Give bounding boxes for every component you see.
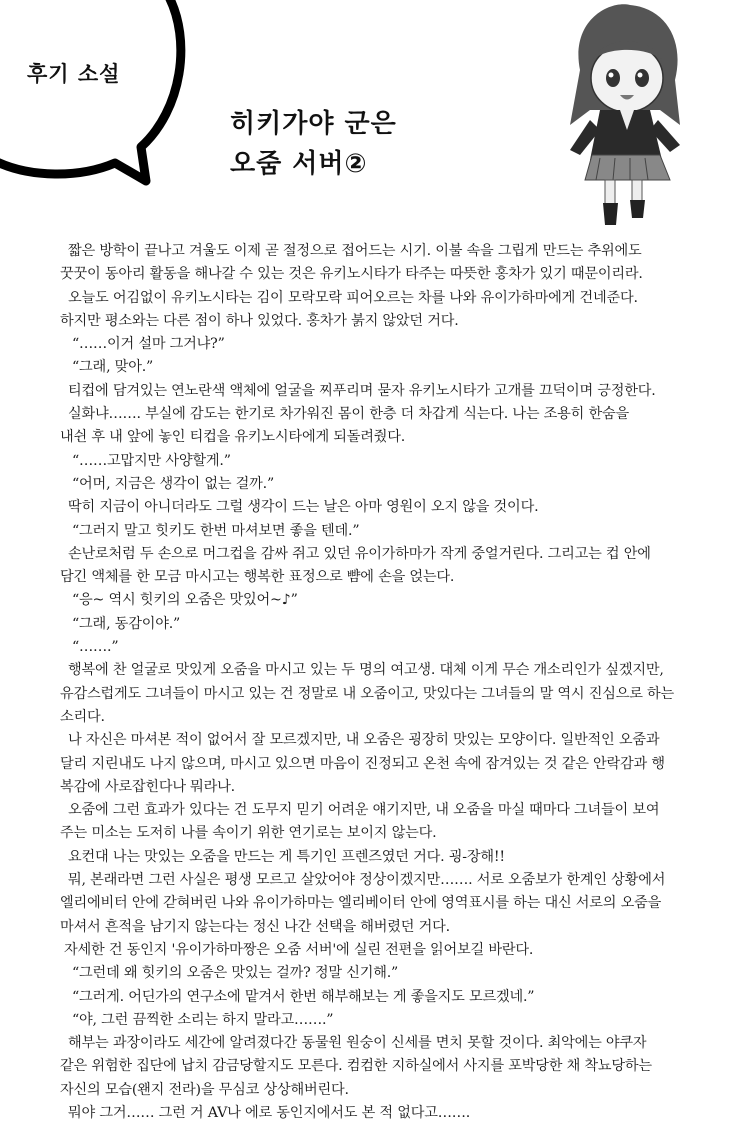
text-line: “…….” — [72, 639, 119, 656]
text-line: 해부는 과장이라도 세간에 알려졌다간 동물원 원숭이 신세를 면치 못할 것이다. 최악에는 야쿠자 — [68, 1035, 647, 1052]
text-line: 엘리에비터 안에 갇혀버린 나와 유이가하마는 엘리베이터 안에 영역표시를 하는 대신 서로의 오줌을 — [60, 895, 662, 912]
text-line: “그러게. 어딘가의 연구소에 맡겨서 한번 해부해보는 게 좋을지도 모르겠네.” — [72, 988, 535, 1005]
page-title — [230, 104, 397, 184]
text-line: “……이거 설마 그거냐?” — [72, 336, 225, 353]
text-line: “어머, 지금은 생각이 없는 걸까.” — [72, 475, 275, 492]
speech-bubble — [0, 0, 200, 200]
story-body — [60, 240, 720, 1125]
text-line: 뭐야 그거…… 그런 거 AV나 에로 동인지에서도 본 적 없다고……. — [68, 1104, 471, 1121]
text-line: 오줌에 그런 효과가 있다는 건 도무지 믿기 어려운 얘기지만, 내 오줌을 마실 때마다 그녀들이 보여 — [68, 802, 660, 819]
text-line: 자신의 모습(왠지 전라)을 무심코 상상해버린다. — [60, 1081, 349, 1098]
title-line-2: 오줌 서버② — [230, 149, 368, 179]
text-line: 내쉰 후 내 앞에 놓인 티컵을 유키노시타에게 되돌려줬다. — [60, 429, 406, 446]
text-line: 달리 지린내도 나지 않으며, 마시고 있으면 마음이 진정되고 온천 속에 잠겨있는 것 같은 안락감과 행 — [60, 755, 665, 772]
text-line: 티컵에 담겨있는 연노란색 액체에 얼굴을 찌푸리며 묻자 유키노시타가 고개를 끄덕이며 긍정한다. — [68, 382, 656, 399]
text-line: 복감에 사로잡힌다나 뭐라나. — [60, 778, 235, 795]
text-line: 오늘도 어김없이 유키노시타는 김이 모락모락 피어오르는 차를 나와 유이가하마에게 건네준다. — [68, 289, 638, 306]
text-line: “그래, 동감이야.” — [72, 615, 181, 632]
text-line: 하지만 평소와는 다른 점이 하나 있었다. 홍차가 붉지 않았던 거다. — [60, 312, 459, 329]
text-line: 유감스럽게도 그녀들이 마시고 있는 건 정말로 내 오줌이고, 맛있다는 그녀들의 말 역시 진심으로 하는 — [60, 685, 675, 702]
text-line: 마셔서 흔적을 남기지 않는다는 정신 나간 선택을 해버렸던 거다. — [60, 918, 450, 935]
text-line: 요컨대 나는 맛있는 오줌을 만드는 게 특기인 프렌즈였던 거다. 굉-장해!! — [68, 848, 505, 865]
text-line: 소리다. — [60, 708, 105, 725]
text-line: “응~ 역시 힛키의 오줌은 맛있어~♪” — [72, 592, 298, 609]
text-line: 손난로처럼 두 손으로 머그컵을 감싸 쥐고 있던 유이가하마가 작게 중얼거린다. 그리고는 컵 안에 — [68, 545, 651, 562]
text-line: 실화냐……. 부실에 감도는 한기로 차가워진 몸이 한층 더 차갑게 식는다. 나는 조용히 한숨을 — [68, 406, 629, 423]
text-line: 딱히 지금이 아니더라도 그럴 생각이 드는 날은 아마 영원이 오지 않을 것이다. — [68, 499, 539, 516]
text-line: 주는 미소는 도저히 나를 속이기 위한 연기로는 보이지 않는다. — [60, 825, 437, 842]
character-illustration — [550, 0, 700, 230]
text-line: “그래, 맞아.” — [72, 359, 154, 376]
text-line: 담긴 액체를 한 모금 마시고는 행복한 표정으로 뺨에 손을 얹는다. — [60, 569, 455, 586]
text-line: 짧은 방학이 끝나고 겨울도 이제 곧 절정으로 접어드는 시기. 이불 속을 그립게 만드는 추위에도 — [68, 243, 642, 259]
text-line: 나 자신은 마셔본 적이 없어서 잘 모르겠지만, 내 오줌은 굉장히 맛있는 모양이다. 일반적인 오줌과 — [68, 732, 660, 749]
text-line: 뭐, 본래라면 그런 사실은 평생 모르고 살았어야 정상이겠지만……. 서로 오줌보가 한계인 상황에서 — [68, 872, 666, 889]
text-line: “야, 그런 끔찍한 소리는 하지 말라고…….” — [72, 1011, 334, 1028]
text-line: 같은 위험한 집단에 납치 감금당할지도 모른다. 컴컴한 지하실에서 사지를 포박당한 채 착뇨당하는 — [60, 1058, 652, 1075]
section-label: 후기 소설 — [27, 62, 121, 86]
text-line: 행복에 찬 얼굴로 맛있게 오줌을 마시고 있는 두 명의 여고생. 대체 이게 무슨 개소리인가 싶겠지만, — [68, 662, 664, 679]
text-line: “그러지 말고 힛키도 한번 마셔보면 좋을 텐데.” — [72, 522, 360, 539]
text-line: 꿋꿋이 동아리 활동을 해나갈 수 있는 것은 유키노시타가 타주는 따뜻한 홍차가 있기 때문이리라. — [60, 266, 643, 283]
title-line-1: 히키가야 군은 — [230, 109, 397, 139]
text-line: 자세한 건 동인지 '유이가하마짱은 오줌 서버'에 실린 전편을 읽어보길 바란다. — [64, 941, 534, 958]
text-line: “그런데 왜 힛키의 오줌은 맛있는 걸까? 정말 신기해.” — [72, 965, 399, 982]
text-line: “……고맙지만 사양할게.” — [72, 452, 231, 469]
